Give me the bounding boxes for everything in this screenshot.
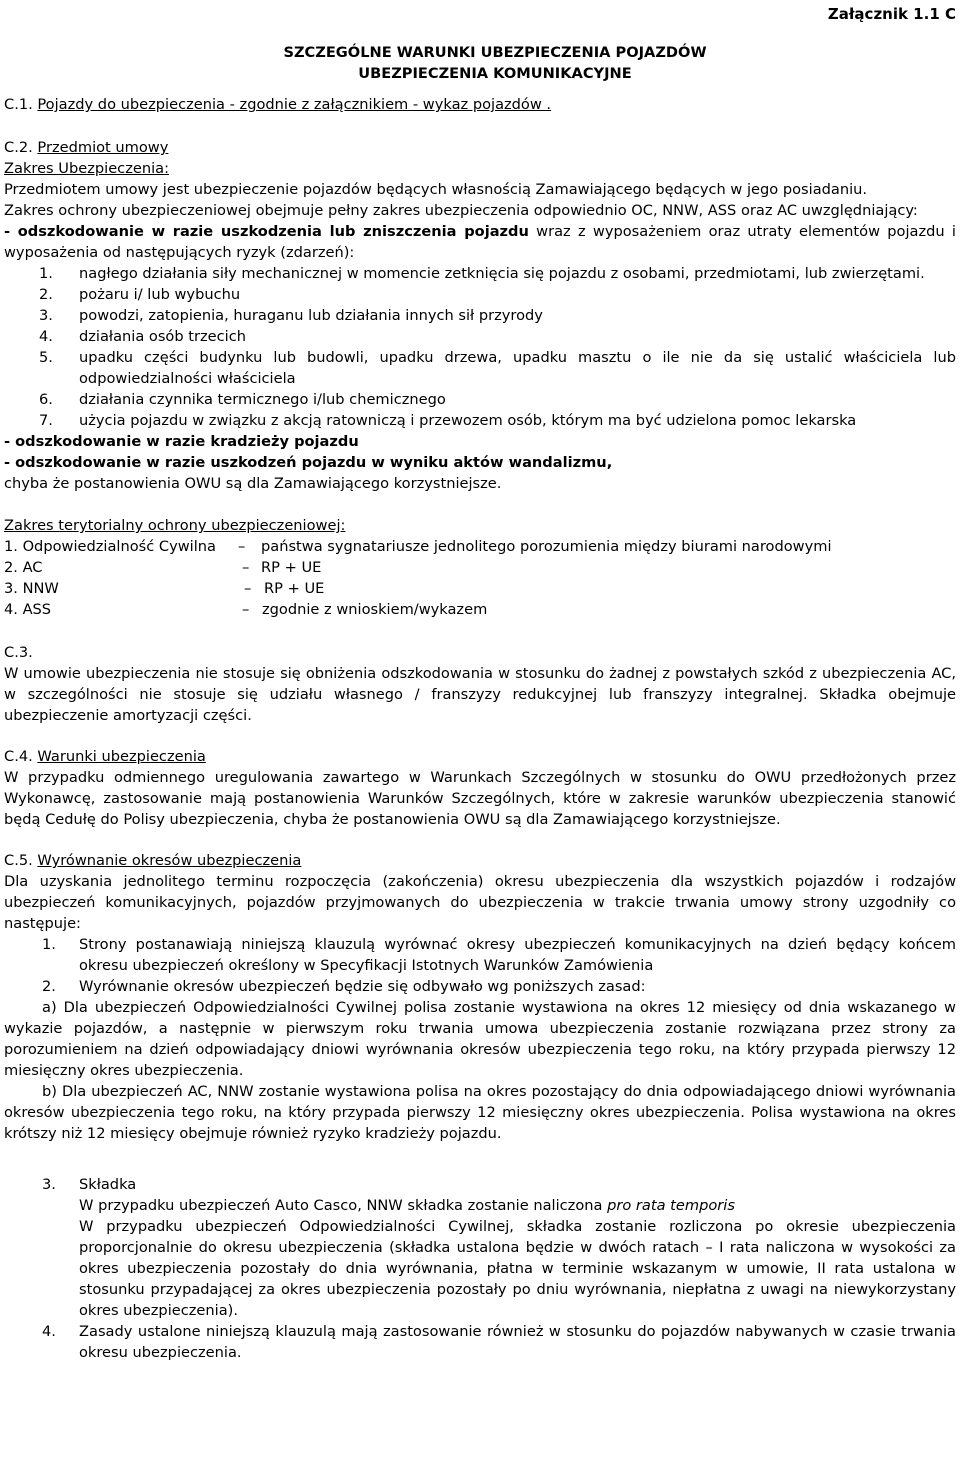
list-item: 2. Wyrównanie okresów ubezpieczeń będzie się odbywało wg poniższych zasad: [42,978,646,995]
document-page [4,0,956,1363]
territory-row: 4. ASS – zgodnie z wnioskiem/wykazem [4,601,488,618]
paragraph: Zakres ochrony ubezpieczeniowej obejmuje pełny zakres ubezpieczenia odpowiednio OC, NNW, ASS oraz AC uwzględniający: [4,202,918,219]
list-item: 7. użycia pojazdu w związku z akcją ratowniczą i przewozem osób, którym ma być udzielona pomoc lekarska [39,412,857,429]
section-c1 [4,94,956,115]
unless-line: chyba że postanowienia OWU są dla Zamawiającego korzystniejsze. [4,475,502,492]
damage-bold: - odszkodowanie w razie uszkodzenia lub zniszczenia pojazdu [4,223,529,240]
territory-row: 1. Odpowiedzialność Cywilna – państwa sygnatariusze jednolitego porozumienia między biurami narodowymi [4,538,832,555]
dash-icon: – [242,601,250,618]
section-heading: Wyrównanie okresów ubezpieczenia [37,852,302,869]
list-item: 3. Składka [42,1176,137,1193]
territory-heading: Zakres terytorialny ochrony ubezpieczeniowej: [4,517,346,534]
vandalism-line: - odszkodowanie w razie uszkodzeń pojazdu w wyniku aktów wandalizmu, [4,454,613,471]
c5-list [4,934,956,997]
section-number: C.2. [4,139,33,156]
title-line-1: SZCZEGÓLNE WARUNKI UBEZPIECZENIA POJAZDÓW [283,44,707,61]
section-c2-heading [4,137,956,158]
list-item: 3. powodzi, zatopienia, huraganu lub działania innych sił przyrody [39,307,543,324]
territory-row: 3. NNW – RP + UE [4,580,325,597]
damage-rest: wraz z wyposażeniem oraz utraty elementów pojazdu i wyposażenia od następujących ryzyk (zdarzeń): [4,223,956,261]
c5-list-cont [4,1174,956,1195]
scope-heading: Zakres Ubezpieczenia: [4,160,169,177]
section-c5-intro: Dla uzyskania jednolitego terminu rozpoczęcia (zakończenia) okresu ubezpieczenia dla wszystkich pojazdów i rodzajów ubezpieczeń komunikacyjnych, pojazdów przyjmowanych do ubezpieczenia w trakcie trwania umowy strony uzgodniły co następuje: [4,873,956,932]
document-title [4,42,956,84]
dash-icon: – [244,580,252,597]
list-item: 1. nagłego działania siły mechanicznej w momencie zetknięcia się pojazdu z osobami, przedmiotami, lub zwierzętami. [39,265,925,282]
risk-list [4,263,956,431]
section-number: C.5. [4,852,33,869]
theft-line: - odszkodowanie w razie kradzieży pojazdu [4,433,359,450]
section-number: C.1. [4,96,33,113]
section-c3-heading: C.3. [4,644,33,661]
list-item: 6. działania czynnika termicznego i/lub chemicznego [39,391,446,408]
section-heading: Przedmiot umowy [37,139,169,156]
rule-b: b) Dla ubezpieczeń AC, NNW zostanie wystawiona polisa na okres pozostający do dnia odpowiadającego dniowi wyrównania okresów ubezpieczenia tego roku, na który przypada pierwszy 12 miesięczny okres ubezpieczenia. Polisa wystawiona na okres krótszy niż 12 miesięcy obejmuje również ryzyko kradzieży pojazdu. [4,1083,956,1142]
list-item: 1. Strony postanawiają niniejszą klauzulą wyrównać okresy ubezpieczeń komunikacyjnych na dzień będący końcem okresu ubezpieczeń określony w Specyfikacji Istotnych Warunków Zamówienia [42,936,956,974]
section-number: C.4. [4,748,33,765]
list-item: 5. upadku części budynku lub budowli, upadku drzewa, upadku masztu o ile nie da się ustalić właściciela lub odpowiedzialności właściciela [39,349,956,387]
section-c4-heading [4,746,956,767]
section-c3-text: W umowie ubezpieczenia nie stosuje się obniżenia odszkodowania w stosunku do żadnej z powstałych szkód z ubezpieczenia AC, w szczególności nie stosuje się udziału własnego / franszyzy redukcyjnej lub franszyzy integralnej. Składka obejmuje ubezpieczenie amortyzacji części. [4,665,956,724]
title-line-2: UBEZPIECZENIA KOMUNIKACYJNE [358,65,632,82]
section-c1-text: Pojazdy do ubezpieczenia - zgodnie z załącznikiem - wykaz pojazdów . [37,96,552,113]
annex-label: Załącznik 1.1 C [827,5,956,23]
paragraph: Przedmiotem umowy jest ubezpieczenie pojazdów będących własnością Zamawiającego będących w jego posiadaniu. [4,181,868,198]
premium-line-2: W przypadku ubezpieczeń Odpowiedzialności Cywilnej, składka zostanie rozliczona po okresie ubezpieczenia proporcjonalnie do okresu ubezpieczenia (składka ustalona będzie w dwóch ratach – I rata naliczona w wysokości za okres ubezpieczenia pozostały do dnia wyrównania, płatna w terminie wskazanym w umowie, II rata ustalona w stosunku przypadającej za okres ubezpieczenia pozostały po dniu wyrównania, niepłatna z uwagi na niewykorzystany okres ubezpieczenia). [79,1218,956,1319]
c5-list-end [4,1321,956,1363]
dash-icon: – [242,559,250,576]
list-item: 2. pożaru i/ lub wybuchu [39,286,241,303]
list-item: 4. działania osób trzecich [39,328,246,345]
dash-icon: – [238,538,246,555]
section-heading: Warunki ubezpieczenia [37,748,206,765]
territory-row: 2. AC – RP + UE [4,559,322,576]
damage-paragraph [4,221,956,263]
rule-a: a) Dla ubezpieczeń Odpowiedzialności Cywilnej polisa zostanie wystawiona na okres 12 miesięcy od dnia wskazanego w wykazie pojazdów, a następnie w pierwszym roku trwania umowa ubezpieczenia zostanie rozwiązana przez strony za porozumieniem na dzień odpowiadający dniowi wyrównania okresów ubezpieczenia tego roku, na który przypada pierwszy 12 miesięczny okres ubezpieczenia. [4,999,956,1079]
section-c4-text: W przypadku odmiennego uregulowania zawartego w Warunkach Szczególnych w stosunku do OWU przedłożonych przez Wykonawcę, zastosowanie mają postanowienia Warunków Szczególnych, które w zakresie warunków ubezpieczenia stanowić będą Cedułę do Polisy ubezpieczenia, chyba że postanowienia OWU są dla Zamawiającego korzystniejsze. [4,769,956,828]
section-c5-heading [4,850,956,871]
premium-line-1: W przypadku ubezpieczeń Auto Casco, NNW składka zostanie naliczona pro rata temporis [79,1197,735,1214]
list-item: 4. Zasady ustalone niniejszą klauzulą mają zastosowanie również w stosunku do pojazdów nabywanych w czasie trwania okresu ubezpieczenia. [42,1323,956,1361]
